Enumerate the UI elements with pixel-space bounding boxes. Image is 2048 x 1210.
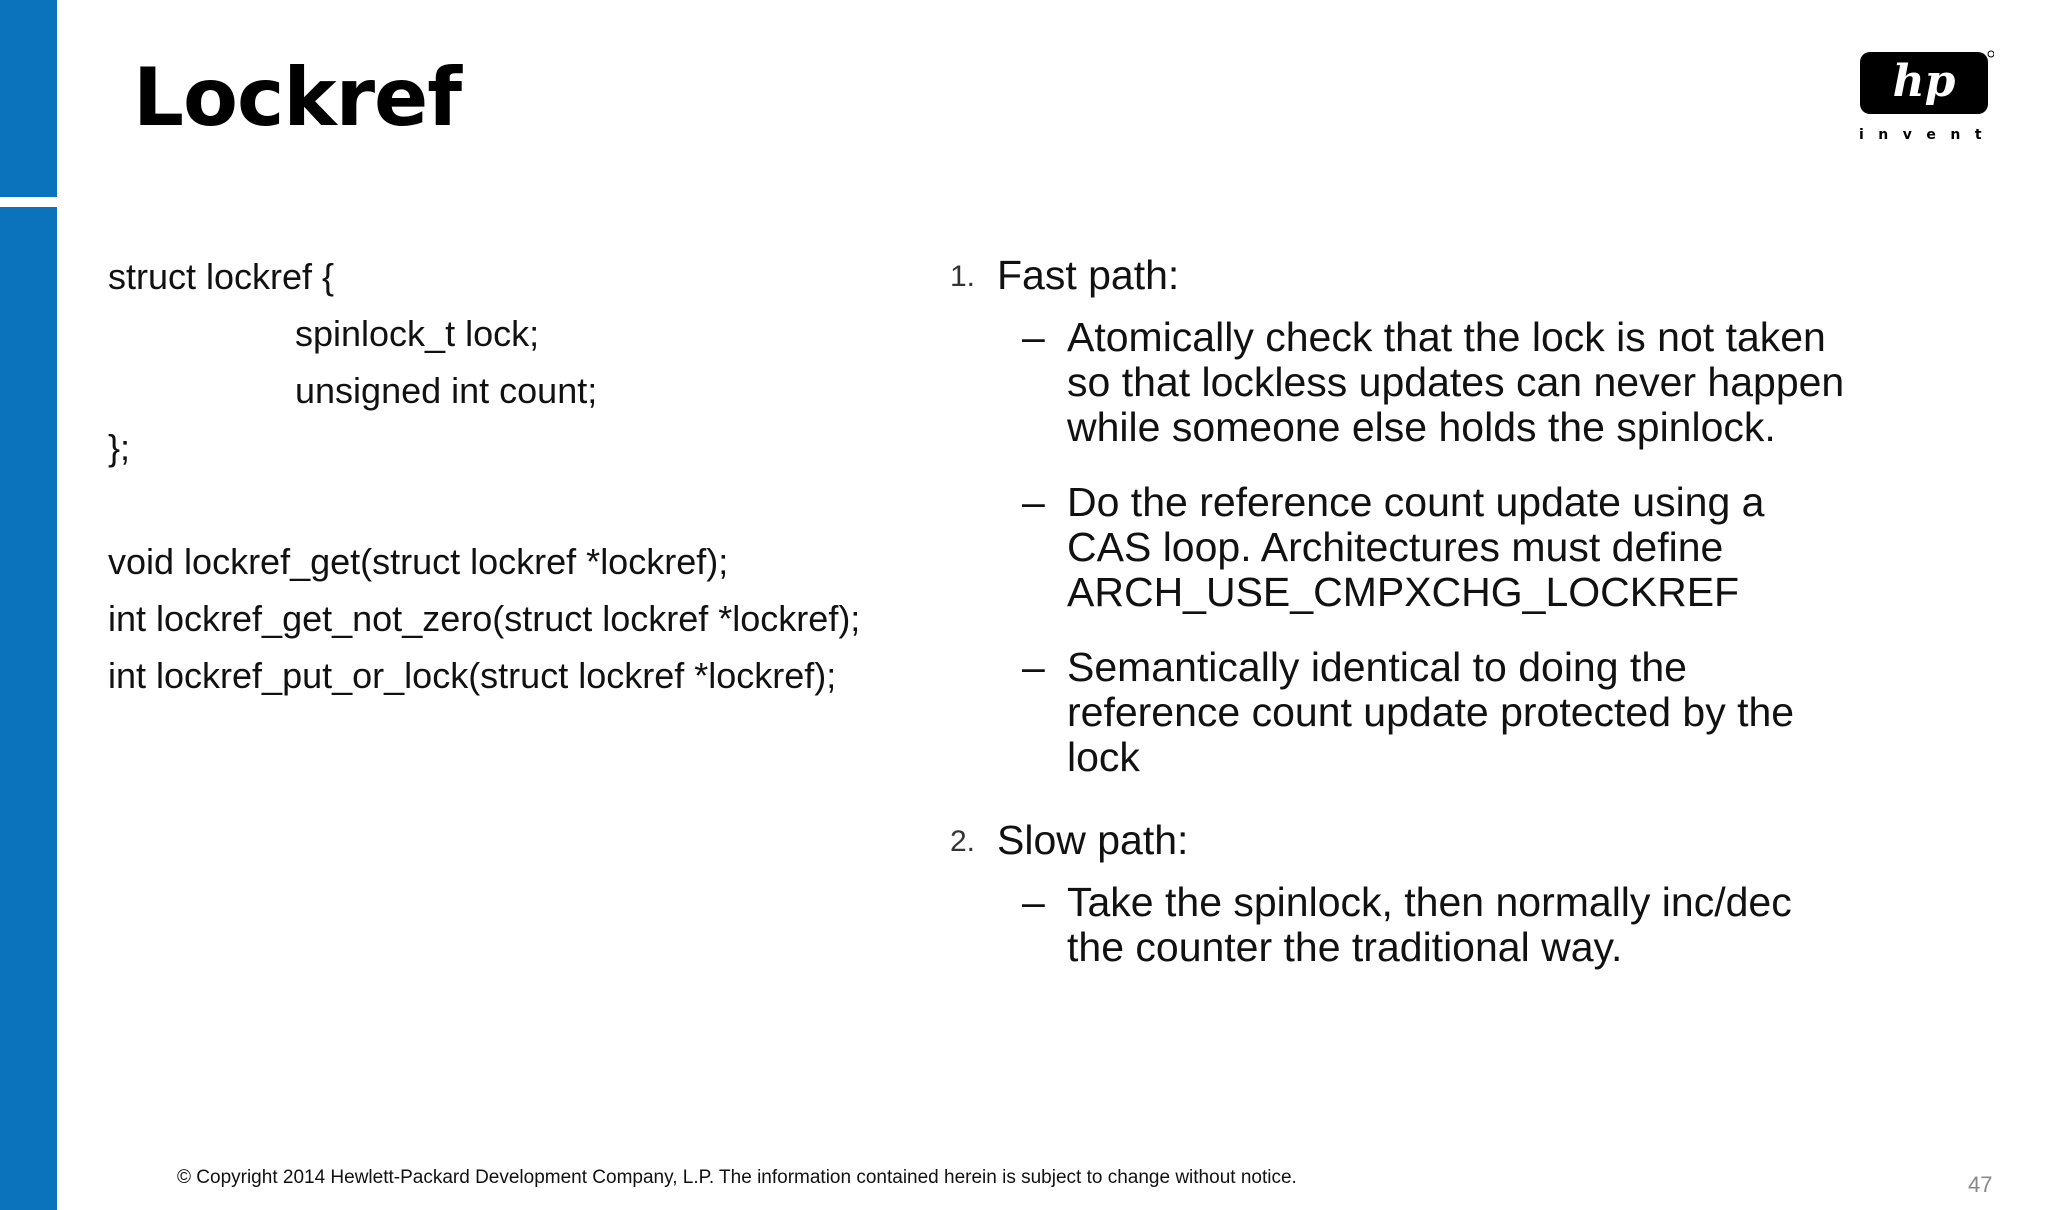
list-label: Slow path: xyxy=(997,817,1189,863)
dash-bullet: – xyxy=(1022,314,1045,360)
code-spacer xyxy=(108,476,860,533)
sub-item xyxy=(950,645,1850,780)
sub-item xyxy=(950,315,1850,450)
list-label: Fast path: xyxy=(997,252,1180,298)
sub-item-text: Take the spinlock, then normally inc/dec the counter the traditional way. xyxy=(1067,879,1792,970)
code-line: struct lockref { xyxy=(108,256,335,297)
sub-item xyxy=(950,480,1850,615)
list-item-fast-path xyxy=(950,245,1850,305)
code-line: void lockref_get(struct lockref *lockref); xyxy=(108,541,729,582)
sub-item-text: Do the reference count update using a CAS loop. Architectures must define ARCH_USE_CMPXCHG_LOCKREF xyxy=(1067,479,1765,615)
accent-bar-top xyxy=(0,0,57,197)
dash-bullet: – xyxy=(1022,479,1045,525)
code-line: spinlock_t lock; xyxy=(295,313,540,354)
slide-title: Lockref xyxy=(133,51,462,144)
copyright-footer: © Copyright 2014 Hewlett-Packard Development Company, L.P. The information contained herein is subject to change without notice. xyxy=(177,1167,1297,1188)
hp-logo-text: hp xyxy=(1892,56,1956,107)
code-block xyxy=(108,248,860,704)
path-list xyxy=(950,245,1850,1000)
dash-bullet: – xyxy=(1022,879,1045,925)
code-line: int lockref_get_not_zero(struct lockref *lockref); xyxy=(108,598,861,639)
list-number: 1. xyxy=(950,260,976,293)
code-line: unsigned int count; xyxy=(295,370,598,411)
sub-item xyxy=(950,880,1850,970)
page-number: 47 xyxy=(1968,1172,1993,1197)
sub-item-text: Semantically identical to doing the reference count update protected by the lock xyxy=(1067,644,1795,780)
list-number: 2. xyxy=(950,825,976,858)
accent-bar-bottom xyxy=(0,207,57,1210)
sub-item-text: Atomically check that the lock is not taken so that lockless updates can never happen while someone else holds the spinlock. xyxy=(1067,314,1845,450)
dash-bullet: – xyxy=(1022,644,1045,690)
code-line: }; xyxy=(108,427,131,468)
code-line: int lockref_put_or_lock(struct lockref *lockref); xyxy=(108,655,837,696)
logo-tagline: invent xyxy=(1859,127,1997,143)
list-item-slow-path xyxy=(950,810,1850,870)
